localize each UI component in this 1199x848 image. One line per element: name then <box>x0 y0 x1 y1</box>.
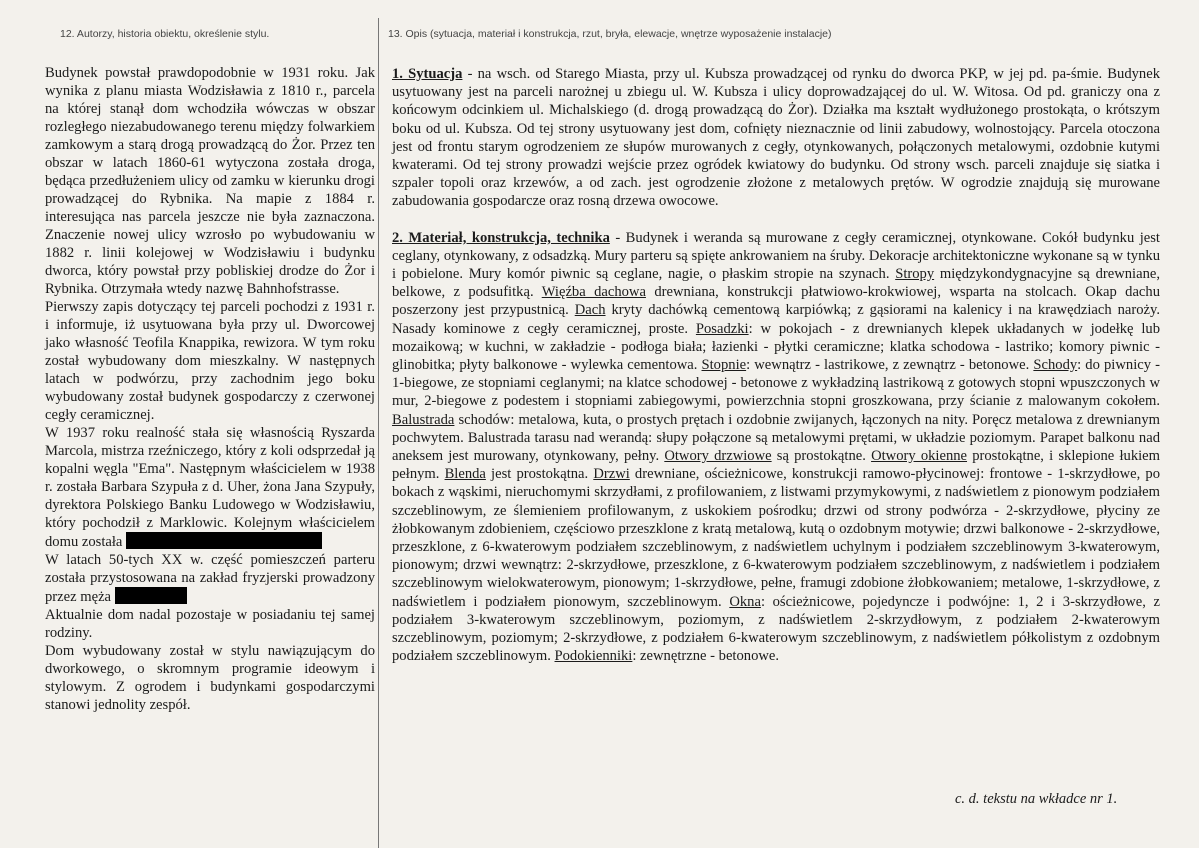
column-divider <box>378 18 379 848</box>
description-column <box>392 65 1160 666</box>
keyword-blenda: Blenda <box>444 466 486 483</box>
history-paragraph-6: Dom wybudowany został w stylu nawiązującym do dworkowego, o skromnym programie ideowym i stylowym. Z ogrodem i budynkami gospodarczymi stanowi jednolity zespół. <box>45 643 375 713</box>
material-text: drewniana, konstrukcji płatwiowo-krokwiowej, wsparta na stolcach. Okap dachu poszerzony jest przypustnicą. <box>392 284 1160 319</box>
material-text: - Budynek i weranda są murowane z cegły ceramicznej, otynkowane. Cokół budynku jest ceglany, otynkowany, z odsadzką. Mury parteru są spięte ankrowaniem na śruby. Dekoracje architektoniczne wykonane są w tynku i pobielone. Mury komór piwnic są ceglane, nagie, o płaskim stropie na szynach. <box>392 229 1160 283</box>
section-material <box>392 229 1160 666</box>
material-text: prostokątne, i sklepione łukiem pełnym. <box>392 448 1160 483</box>
history-paragraph-3 <box>45 424 375 551</box>
keyword-podokienniki: Podokienniki <box>554 648 633 665</box>
history-paragraph-4-text: W latach 50-tych XX w. część pomieszczeń parteru została przystosowana na zakład fryzjerski prowadzony przez męża <box>45 552 375 605</box>
history-column <box>45 64 375 714</box>
keyword-stropy: Stropy <box>895 266 935 283</box>
section-situation <box>392 65 1160 211</box>
material-text: jest prostokątna. <box>485 466 594 483</box>
history-paragraph-4 <box>45 551 375 606</box>
material-text: międzykondygnacyjne są drewniane, belkowe, z podsufitką. <box>392 266 1160 301</box>
material-text: : wewnątrz - lastrikowe, z zewnątrz - betonowe. <box>746 357 1034 374</box>
material-text: : w pokojach - z drewnianych klepek układanych w jodełkę lub mozaikową; w kuchni, w zakładzie - podłoga biała; łazienki - płytki ceramiczne; klatka schodowa - lastriko; komory piwnic -glinobitka; płyty balkonowe - wylewka cementowa. <box>392 320 1160 374</box>
keyword-drzwi: Drzwi <box>593 466 630 483</box>
history-paragraph-3-text: W 1937 roku realność stała się własnością Ryszarda Marcola, mistrza rzeźniczego, który z koli odsprzedał ją kopalni węgla "Ema". Następnym właścicielem w 1938 r. została Barbara Szypuła z d. Uher, żona Jana Szypuły, dyrektora Polskiego Banku Ludowego w Wodzisławiu, który pochodził z Marklowic. Kolejnym właścicielem domu została <box>45 425 375 550</box>
material-text: : zewnętrzne - betonowe. <box>632 648 780 665</box>
section-situation-text: - na wsch. od Starego Miasta, przy ul. Kubsza prowadzącej od rynku do dworca PKP, w jej pd. pa-śmie. Budynek usytuowany jest na parceli narożnej u zbiegu ul. W. Kubsza i ulicy doprowadzającej do ul. W. Witosa. Od pd. graniczy ona z końcowym odcinkiem ul. Michalskiego (d. drogą prowadzącą do Żor). Działka ma kształt wydłużonego prostokąta, o krótszym boku od ul. Kubsza. Od tej strony usytuowany jest dom, cofnięty nieznacznie od linii zabudowy, wolnostojący. Parcela otoczona jest od frontu starym ogrodzeniem ze słupów murowanych z cegły, otynkowanych, połączonych metalowymi, ozdobnie kutymi kwaterami. Od tej strony prowadzi wejście przez ogródek kwiatowy do budynku. Od strony wsch. parceli znajduje się siatka i szpaler topoli oraz krzewów, a od zach. jest ogrodzenie złożone z metalowych prętów. W ogrodzie znajdują się murowane zabudowania gospodarcze oraz rosną drzewa owocowe. <box>392 66 1160 210</box>
redaction-block <box>115 587 187 604</box>
keyword-stopnie: Stopnie <box>701 357 747 374</box>
keyword-otwory-drzwiowe: Otwory drzwiowe <box>664 448 772 465</box>
section-heading-situation: 1. Sytuacja <box>392 66 463 82</box>
keyword-dach: Dach <box>574 302 606 319</box>
redaction-block <box>126 532 322 549</box>
section-heading-material: 2. Materiał, konstrukcja, technika <box>392 229 610 246</box>
continuation-note: c. d. tekstu na wkładce nr 1. <box>955 791 1118 807</box>
material-text: : do piwnicy - 1-biegowe, ze stopniami ceglanymi; na klatce schodowej - betonowe z wykładziną lastrikową z gotowych stopni wpuszczonych w mur, 2-biegowe z podestem i stopniami zabiegowymi, powierzchnia stopni groszkowana, przy ścianie z malowanym cokołem. <box>392 357 1160 410</box>
material-text: : ościeżnicowe, pojedyncze i podwójne: 1, 2 i 3-skrzydłowe, z podziałem 3-kwaterowym szczeblinowym, poziomym, z nadświetlem 2-skrzydłowym, z podziałem 2-kwaterowym szczeblinowym, poziomym; 2-skrzydłowe, z podziałem 6-kwaterowym szczeblinowym, z nadświetlem półkolistym z ozdobnym podziałem szczeblinowym. <box>392 593 1160 665</box>
history-paragraph-1: Budynek powstał prawdopodobnie w 1931 roku. Jak wynika z planu miasta Wodzisławia z 1810 r., parcela na której stanął dom wchodziła wówczas w obszar rozległego niezabudowanego terenu między folwarkiem zamkowym a starą drogą prowadzącą do Żor. Przez ten obszar w latach 1860-61 wytyczona została droga, będąca przedłużeniem ulicy od zamku w kierunku drogi prowadzącej do Rybnika. Na mapie z 1884 r. interesująca nas parcela jeszcze nie była zaznaczona. Znaczenie nowej ulicy wzrosło po wybudowaniu w 1882 r. linii kolejowej w Wodzisławiu i budynku dworca, który powstał przy pobliskiej drodze do Żor i Rybnika. Otrzymała wtedy nazwę Bahnhofstrasse. <box>45 65 375 297</box>
keyword-schody: Schody <box>1033 357 1078 374</box>
keyword-balustrada: Balustrada <box>392 411 455 428</box>
keyword-posadzki: Posadzki <box>695 320 749 337</box>
history-paragraph-2: Pierwszy zapis dotyczący tej parceli pochodzi z 1931 r. i informuje, iż usytuowana była przy ul. Dworcowej jako własność Teofila Knappika, rewizora. W tym roku został wybudowany dom mieszkalny. W następnych latach w podwórzu, przy zachodnim jego boku wybudowany został budynek gospodarczy z czerwonej cegły ceramicznej. <box>45 299 375 423</box>
material-text: są prostokątne. <box>771 448 872 465</box>
history-paragraph-5: Aktualnie dom nadal pozostaje w posiadaniu tej samej rodziny. <box>45 607 375 641</box>
keyword-otwory-okienne: Otwory okienne <box>871 448 968 465</box>
material-text: schodów: metalowa, kuta, o prostych prętach i ozdobnie zwijanych, łączonych na nity. Poręcz metalowa z drewnianym pochwytem. Balustrada tarasu nad werandą: słupy połączone są metalowymi prętami, w układzie poziomym. Parapet balkonu nad aneksem jest murowany, otynkowany, pełny. <box>392 411 1160 465</box>
right-column-header: 13. Opis (sytuacja, materiał i konstrukcja, rzut, bryła, elewacje, wnętrze wyposażenie instalacje) <box>388 28 832 40</box>
keyword-wiezba: Więźba dachowa <box>541 284 646 301</box>
material-text: drewniane, ościeżnicowe, konstrukcji ramowo-płycinowej: frontowe - 1-skrzydłowe, po bokach z wąskimi, nieruchomymi skrzydłami, z profilowaniem, z listwami przymykowymi, z nadświetlem z pionowym podziałem szczeblinowym, ze ślemieniem profilowanym, z uskokiem pośrodku; drzwi od strony podwórza - 2-skrzydłowe, płyciny ze żłobkowanym zdobieniem, częściowo przeszklone z kratą metalową, kutą o ozdobnym motywie; drzwi balkonowe - 2-skrzydłowe, przeszklone, z 6-kwaterowym podziałem szczeblinowym, z nadświetlem uchylnym i podziałem szczeblinowym 3-kwaterowym, pionowym; drzwi wewnątrz: 2-skrzydłowe, przeszklone, z 6-kwaterowym podziałem szczeblinowym, z nadświetlem i podziałem szczeblinowym wielokwaterowym, pionowym; 1-skrzydłowe, pełne, framugi zdobione żłobkowaniem; metalowe, 1-skrzydłowe, z nadświetlem i podziałem pionowym, szczeblinowym. <box>392 466 1160 610</box>
material-text: kryty dachówką cementową karpiówką; z gąsiorami na kalenicy i na krawędziach naroży. Nasady kominowe z cegły ceramicznej, proste. <box>392 302 1160 337</box>
left-column-header: 12. Autorzy, historia obiektu, określenie stylu. <box>60 28 270 40</box>
keyword-okna: Okna <box>729 593 761 610</box>
